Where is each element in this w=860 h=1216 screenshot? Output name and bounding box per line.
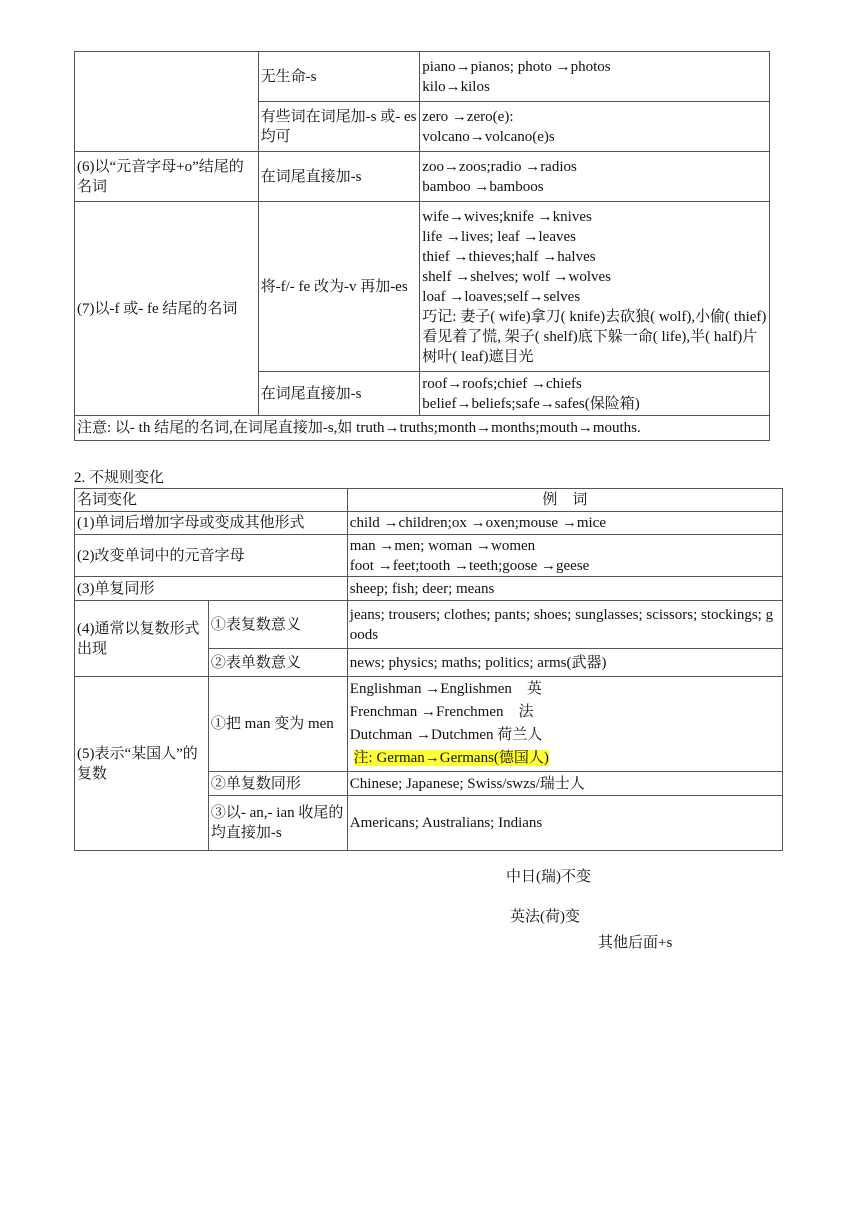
example-line: Frenchman →Frenchmen 法	[349, 704, 534, 720]
category-cell: (5)表示“某国人”的复数	[75, 677, 209, 851]
category-cell: (4)通常以复数形式出现	[75, 601, 209, 677]
rule-cell: 在词尾直接加-s	[258, 152, 420, 202]
example-line: volcano→volcano(e)s	[422, 128, 555, 145]
example-line: bamboo →bamboos	[422, 178, 544, 195]
note-row: 注意: 以- th 结尾的名词,在词尾直接加-s,如 truth→truths;month→months;mouth→mouths.	[75, 416, 770, 441]
highlight-text: 注: German→Germans(德国人)	[353, 750, 549, 766]
example-line: zero →zero(e):	[422, 108, 514, 125]
example-line: piano→pianos; photo →photos	[422, 58, 611, 75]
example-cell	[420, 152, 770, 202]
category-cell: (7)以-f 或- fe 结尾的名词	[75, 202, 259, 416]
header-example: 例 词	[347, 489, 782, 512]
subcategory-cell: ②单复数同形	[208, 772, 347, 796]
example-line: foot →feet;tooth →teeth;goose →geese	[349, 557, 590, 574]
category-cell: (2)改变单词中的元音字母	[75, 535, 348, 577]
example-line: man →men; woman →women	[349, 537, 536, 554]
example-line: thief →thieves;half →halves	[422, 248, 596, 265]
rule-cell: 有些词在词尾加-s 或- es 均可	[258, 102, 420, 152]
mnemonic-line: 中日(瑞)不变	[506, 869, 591, 885]
example-line: Dutchman →Dutchmen 荷兰人	[349, 727, 543, 743]
example-line: life →lives; leaf →leaves	[422, 228, 576, 245]
rule-cell: 将-f/- fe 改为-v 再加-es	[258, 202, 420, 372]
header-change: 名词变化	[75, 489, 348, 512]
example-line: belief→beliefs;safe→safes(保险箱)	[422, 395, 640, 412]
subcategory-cell: ①表复数意义	[208, 601, 347, 649]
subcategory-cell: ③以- an,- ian 收尾的均直接加-s	[208, 796, 347, 851]
irregular-plural-table	[74, 488, 783, 851]
example-line: wife→wives;knife →knives	[422, 208, 592, 225]
category-cell: (3)单复同形	[75, 577, 348, 601]
example-cell	[420, 52, 770, 102]
section-heading: 2. 不规则变化	[74, 470, 165, 486]
example-cell: Americans; Australians; Indians	[347, 796, 782, 851]
example-cell	[420, 102, 770, 152]
example-line: kilo→kilos	[422, 78, 490, 95]
mnemonic-line: 其他后面+s	[598, 935, 673, 951]
example-cell	[420, 372, 770, 416]
example-line: roof→roofs;chief →chiefs	[422, 375, 582, 392]
mnemonic-tip: 巧记: 妻子( wife)拿刀( knife)去砍狼( wolf),小偷( thief)看见着了慌, 架子( shelf)底下躲一命( life),半( half)片树叶( leaf)遮目光	[422, 308, 767, 365]
category-cell: (1)单词后增加字母或变成其他形式	[75, 512, 348, 535]
example-line: shelf →shelves; wolf →wolves	[422, 268, 612, 285]
example-cell	[347, 677, 782, 772]
example-cell: child →children;ox →oxen;mouse →mice	[347, 512, 782, 535]
mnemonic-line: 英法(荷)变	[510, 909, 580, 925]
regular-plural-table	[74, 51, 770, 441]
rule-cell: 无生命-s	[258, 52, 420, 102]
example-cell	[347, 535, 782, 577]
example-cell	[420, 202, 770, 372]
example-cell: Chinese; Japanese; Swiss/swzs/瑞士人	[347, 772, 782, 796]
highlighted-note	[350, 747, 780, 770]
rule-cell: 在词尾直接加-s	[258, 372, 420, 416]
category-cell-empty	[75, 52, 259, 152]
example-line: loaf →loaves;self→selves	[422, 288, 581, 305]
subcategory-cell: ①把 man 变为 men	[208, 677, 347, 772]
example-cell: news; physics; maths; politics; arms(武器)	[347, 649, 782, 677]
category-cell: (6)以“元音字母+o”结尾的名词	[75, 152, 259, 202]
example-cell: jeans; trousers; clothes; pants; shoes; sunglasses; scissors; stockings; goods	[347, 601, 782, 649]
example-line: Englishman →Englishmen 英	[349, 681, 542, 697]
example-cell: sheep; fish; deer; means	[347, 577, 782, 601]
subcategory-cell: ②表单数意义	[208, 649, 347, 677]
example-line: zoo→zoos;radio →radios	[422, 158, 577, 175]
